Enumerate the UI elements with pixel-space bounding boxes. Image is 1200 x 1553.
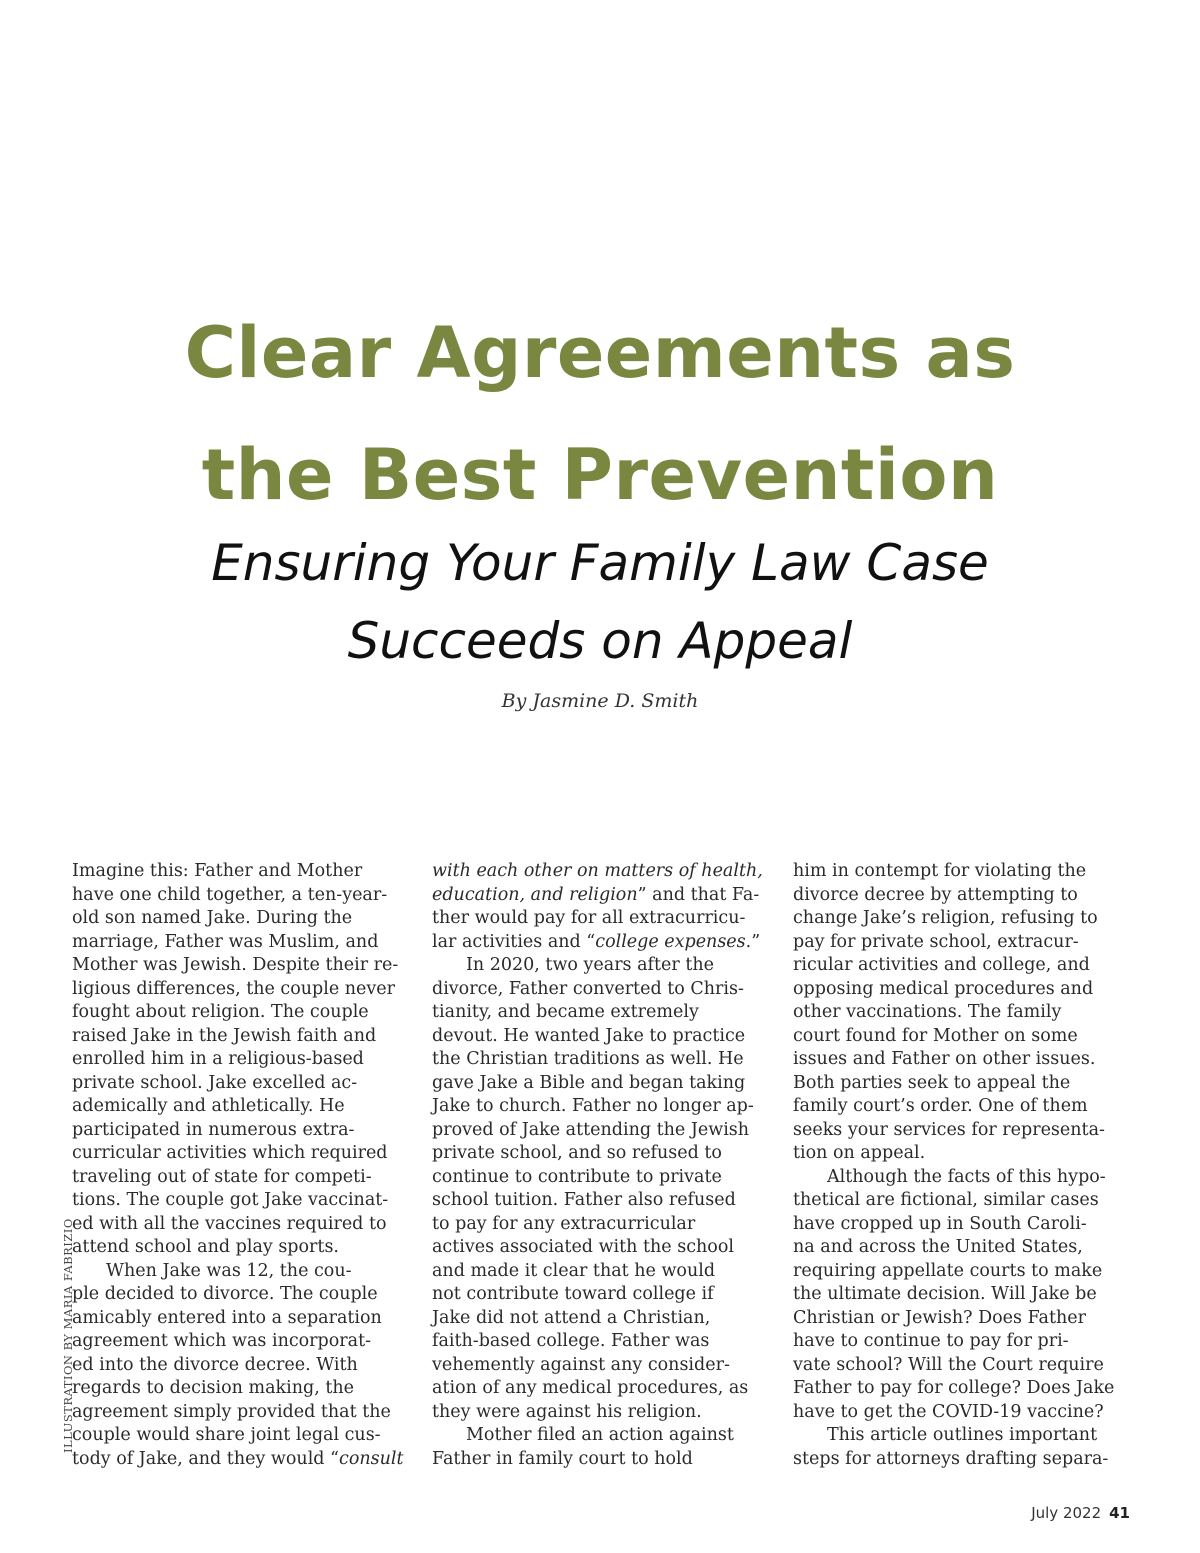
line-text: they were against his religion. [432, 1401, 702, 1422]
body-text-line [432, 1001, 772, 1025]
line-text: gave Jake a Bible and began taking [432, 1072, 746, 1093]
line-text: tody of Jake, and they would “ [72, 1448, 340, 1469]
body-text-line [432, 931, 772, 955]
line-text: participated in numerous extra- [72, 1119, 355, 1140]
body-text-line [72, 884, 412, 908]
body-text-line [793, 1001, 1133, 1025]
body-text-line [432, 1213, 772, 1237]
line-text: steps for attorneys drafting separa- [793, 1448, 1109, 1469]
line-text: not contribute toward college if [432, 1284, 714, 1304]
line-text: lar activities and “ [432, 931, 596, 952]
body-text-line [72, 1142, 412, 1166]
text-column-1 [72, 860, 412, 1471]
body-text-line [72, 1354, 412, 1378]
line-text: ther would pay for all extracurricu- [432, 908, 746, 928]
line-text: other vaccinations. The family [793, 1002, 1062, 1022]
body-text-line [793, 1236, 1133, 1260]
body-text-line [432, 1048, 772, 1072]
line-text: and made it clear that he would [432, 1260, 716, 1281]
body-text-line [72, 1072, 412, 1096]
line-text: When Jake was 12, the cou- [106, 1260, 352, 1281]
body-text-line [432, 1283, 772, 1307]
line-text: have to continue to pay for pri- [793, 1331, 1069, 1351]
body-text-line [72, 978, 412, 1002]
line-text-after: .” [745, 931, 761, 952]
line-text: Mother filed an action against [466, 1425, 734, 1445]
body-text-line [793, 860, 1133, 884]
body-text-line [793, 1283, 1133, 1307]
line-text: In 2020, two years after the [466, 955, 714, 975]
byline: By Jasmine D. Smith [501, 690, 699, 712]
line-text: family court’s order. One of them [793, 1096, 1088, 1116]
body-text-line [793, 1119, 1133, 1143]
line-text: vate school? Will the Court require [793, 1354, 1104, 1375]
body-text-line [72, 907, 412, 931]
line-text: fought about religion. The couple [72, 1002, 369, 1022]
line-text: ed into the divorce decree. With [72, 1354, 358, 1375]
body-text-line [72, 954, 412, 978]
body-text-line [793, 907, 1133, 931]
line-text: raised Jake in the Jewish faith and [72, 1025, 377, 1046]
body-text-line [432, 1072, 772, 1096]
body-text-line [72, 1260, 412, 1284]
line-text: continue to contribute to private [432, 1166, 722, 1187]
body-text-line [432, 1260, 772, 1284]
body-text-line [72, 1377, 412, 1401]
body-text-line [793, 1166, 1133, 1190]
line-text: issues and Father on other issues. [793, 1049, 1096, 1069]
line-text: Both parties seek to appeal the [793, 1072, 1071, 1093]
line-text: proved of Jake attending the Jewish [432, 1119, 750, 1140]
body-text-line [432, 1401, 772, 1425]
body-text-line [793, 1377, 1133, 1401]
line-text-after: ” and that Fa- [637, 884, 760, 905]
line-text: tianity, and became extremely [432, 1002, 699, 1022]
line-text: curricular activities which required [72, 1143, 388, 1163]
body-text-line [72, 1119, 412, 1143]
line-text: ademically and athletically. He [72, 1096, 345, 1116]
body-text-line [432, 860, 772, 884]
body-text-line [432, 1424, 772, 1448]
body-text-line [432, 954, 772, 978]
line-text: requiring appellate courts to make [793, 1260, 1103, 1281]
body-text-line [432, 907, 772, 931]
body-text-line [793, 1142, 1133, 1166]
line-text: traveling out of state for competi- [72, 1166, 372, 1187]
body-text-line [432, 1307, 772, 1331]
body-text-line [432, 1377, 772, 1401]
line-text: change Jake’s religion, refusing to [793, 908, 1098, 928]
line-text: agreement simply provided that the [72, 1401, 391, 1422]
body-text-line [72, 1213, 412, 1237]
line-text: Father in family court to hold [432, 1448, 693, 1469]
body-text-line [432, 1189, 772, 1213]
line-text: Imagine this: Father and Mother [72, 861, 363, 881]
line-text: tions. The couple got Jake vaccinat- [72, 1190, 389, 1210]
body-text-line [72, 1307, 412, 1331]
line-text: Mother was Jewish. Despite their re- [72, 955, 399, 975]
line-text: the ultimate decision. Will Jake be [793, 1284, 1097, 1304]
body-text-line [793, 1095, 1133, 1119]
body-text-line [793, 954, 1133, 978]
line-italic-text: education, and religion [432, 884, 638, 905]
article-title-line: the Best Prevention [201, 434, 999, 516]
line-text: Jake to church. Father no longer ap- [432, 1096, 754, 1116]
line-text: court found for Mother on some [793, 1025, 1078, 1046]
body-text-line [793, 1354, 1133, 1378]
body-text-line [432, 978, 772, 1002]
body-text-line [793, 884, 1133, 908]
line-text: thetical are fictional, similar cases [793, 1190, 1099, 1210]
line-text: private school, and so refused to [432, 1143, 722, 1163]
body-text-line [72, 1424, 412, 1448]
body-text-line [793, 1072, 1133, 1096]
body-text-line [793, 1307, 1133, 1331]
line-text: vehemently against any consider- [432, 1354, 730, 1375]
article-subtitle [0, 524, 1200, 680]
line-text: ed with all the vaccines required to [72, 1213, 387, 1234]
body-text-line [72, 1166, 412, 1190]
line-text: have to get the COVID-19 vaccine? [793, 1401, 1104, 1422]
body-text-line [72, 860, 412, 884]
line-text: ation of any medical procedures, as [432, 1378, 749, 1398]
body-text-line [793, 1401, 1133, 1425]
line-text: amicably entered into a separation [72, 1307, 382, 1328]
line-text: have one child together, a ten-year- [72, 884, 388, 905]
body-text-line [72, 1095, 412, 1119]
issue-date: July 2022 [1031, 1504, 1102, 1522]
article-title [0, 292, 1200, 536]
line-text: Jake did not attend a Christian, [432, 1307, 711, 1328]
body-text-line [432, 1236, 772, 1260]
body-text-line [793, 1048, 1133, 1072]
body-text-line [432, 1166, 772, 1190]
line-text: tion on appeal. [793, 1143, 926, 1163]
article-subtitle-line: Succeeds on Appeal [347, 612, 853, 670]
line-text: Father to pay for college? Does Jake [793, 1378, 1115, 1398]
text-column-2 [432, 860, 772, 1471]
line-text: private school. Jake excelled ac- [72, 1072, 358, 1093]
line-text: him in contempt for violating the [793, 861, 1087, 881]
body-text-line [432, 1448, 772, 1472]
illustration-credit: ILLUSTRATION BY MARIA FABRIZIO [61, 1218, 75, 1453]
body-text-line [793, 1213, 1133, 1237]
line-text: have cropped up in South Caroli- [793, 1213, 1087, 1234]
body-text-line [72, 1448, 412, 1472]
body-text-line [432, 1142, 772, 1166]
body-text-line [793, 1448, 1133, 1472]
body-text-line [72, 1001, 412, 1025]
text-column-3 [793, 860, 1133, 1471]
line-text: faith-based college. Father was [432, 1331, 710, 1351]
body-text-line [72, 1236, 412, 1260]
body-text-line [72, 1048, 412, 1072]
line-text: marriage, Father was Muslim, and [72, 931, 379, 952]
body-text-line [793, 1424, 1133, 1448]
line-text: divorce, Father converted to Chris- [432, 978, 744, 999]
body-text-line [432, 1119, 772, 1143]
line-text: couple would share joint legal cus- [72, 1425, 381, 1445]
body-text-line [432, 884, 772, 908]
page-number: 41 [1109, 1504, 1130, 1522]
line-text: old son named Jake. During the [72, 908, 353, 928]
body-text-line [72, 1025, 412, 1049]
line-text: ricular activities and college, and [793, 955, 1090, 975]
line-text: actives associated with the school [432, 1237, 734, 1257]
line-text: pay for private school, extracur- [793, 931, 1079, 952]
line-italic-text: with each other on matters of health, [432, 861, 763, 881]
line-text: attend school and play sports. [72, 1237, 339, 1257]
line-text: na and across the United States, [793, 1237, 1083, 1257]
body-text-line [72, 931, 412, 955]
body-text-line [793, 1330, 1133, 1354]
body-text-line [793, 931, 1133, 955]
line-text: Although the facts of this hypo- [827, 1166, 1106, 1187]
body-text-line [72, 1283, 412, 1307]
line-text: seeks your services for representa- [793, 1119, 1105, 1140]
line-text: Christian or Jewish? Does Father [793, 1307, 1086, 1328]
line-text: divorce decree by attempting to [793, 884, 1078, 905]
body-text-line [72, 1189, 412, 1213]
body-text-line [793, 1025, 1133, 1049]
line-text: enrolled him in a religious-based [72, 1049, 364, 1069]
body-text-line [793, 1189, 1133, 1213]
article-subtitle-line: Ensuring Your Family Law Case [211, 534, 989, 592]
line-text: ligious differences, the couple never [72, 978, 395, 999]
line-text: opposing medical procedures and [793, 978, 1094, 999]
line-text: to pay for any extracurricular [432, 1213, 696, 1234]
line-text: This article outlines important [827, 1425, 1098, 1445]
body-text-line [432, 1330, 772, 1354]
line-text: ple decided to divorce. The couple [72, 1284, 378, 1304]
body-text-line [432, 1095, 772, 1119]
line-text: school tuition. Father also refused [432, 1190, 736, 1210]
body-text-line [432, 1025, 772, 1049]
line-text: agreement which was incorporat- [72, 1331, 372, 1351]
body-text-line [72, 1330, 412, 1354]
line-text: regards to decision making, the [72, 1378, 354, 1398]
page-footer [1031, 1504, 1130, 1522]
line-italic-text: college expenses [595, 931, 746, 952]
line-text: the Christian traditions as well. He [432, 1049, 744, 1069]
body-text-line [793, 978, 1133, 1002]
body-text-line [793, 1260, 1133, 1284]
body-text-line [432, 1354, 772, 1378]
article-title-line: Clear Agreements as [184, 312, 1016, 394]
line-italic-text: consult [339, 1448, 404, 1469]
line-text: devout. He wanted Jake to practice [432, 1025, 746, 1046]
body-text-line [72, 1401, 412, 1425]
